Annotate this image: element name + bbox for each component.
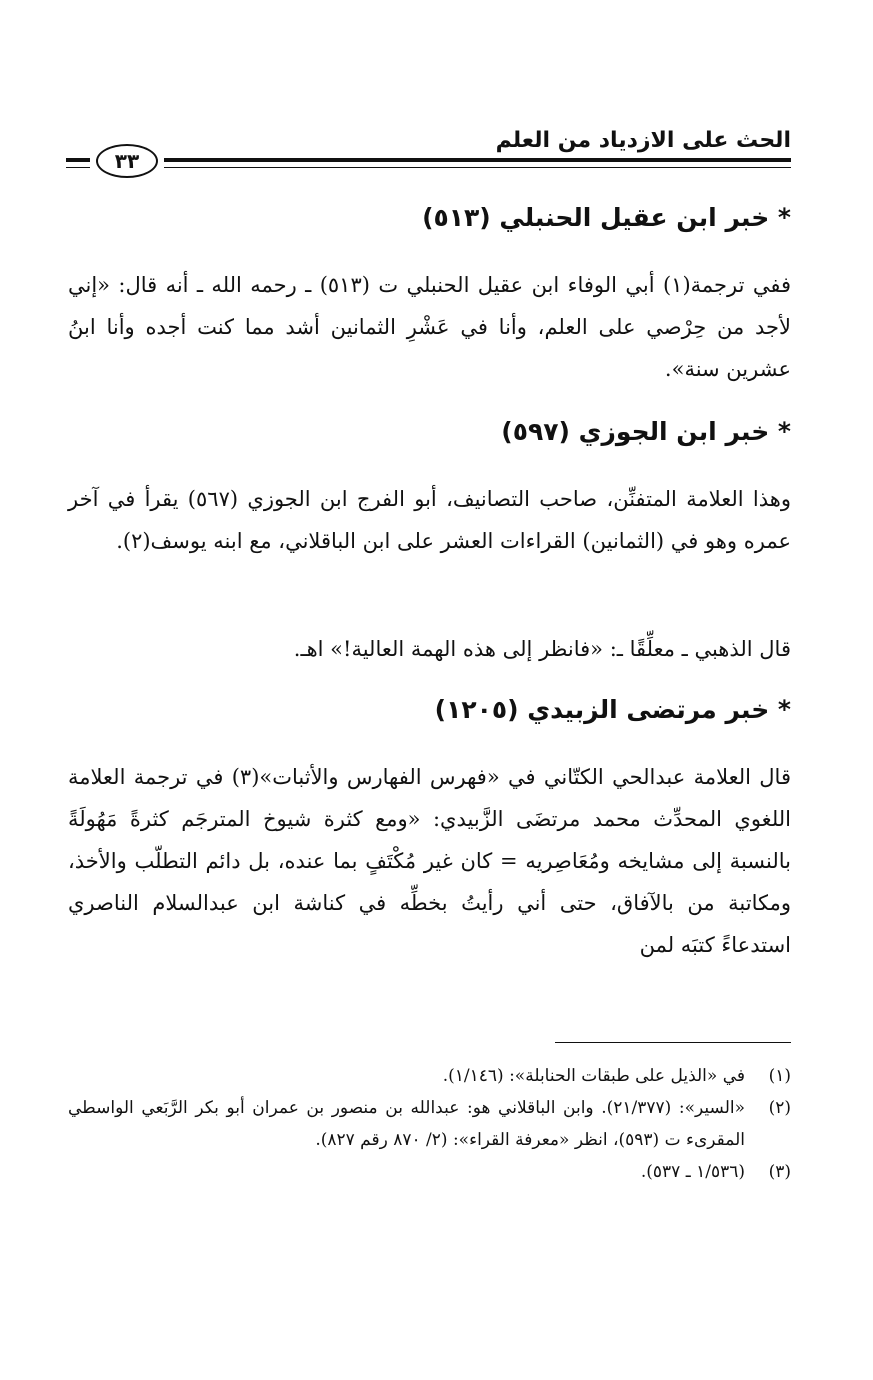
footnote-2 bbox=[68, 1092, 791, 1156]
section-heading: * خبر ابن عقيل الحنبلي (٥١٣) bbox=[422, 203, 791, 232]
section-heading: * خبر مرتضى الزبيدي (١٢٠٥) bbox=[434, 695, 791, 724]
footnote-separator bbox=[555, 1042, 791, 1043]
footnote-text: (١/٥٣٦ ـ ٥٣٧). bbox=[640, 1162, 745, 1182]
header-rule bbox=[164, 158, 791, 168]
footnote-3 bbox=[68, 1156, 791, 1188]
paragraph: قال الذهبي ـ معلِّقًا ـ: «فانظر إلى هذه الهمة العالية!» اهـ. bbox=[293, 637, 791, 661]
section-heading: * خبر ابن الجوزي (٥٩٧) bbox=[501, 417, 791, 446]
paragraph: قال العلامة عبدالحي الكتّاني في «فهرس الفهارس والأثبات»(٣) في ترجمة العلامة اللغوي المحدِّث محمد مرتضَى الزَّبيدي: «ومع كثرة شيوخ المترجَم كثرةً مَهُولَةً بالنسبة إلى مشايخه ومُعَاصِريه = كان غير مُكْتَفٍ بما عنده، بل دائم التطلّب والأخذ، ومكاتبة من بالآفاق، حتى أني رأيتُ بخطِّه في كناشة ابن عبدالسلام الناصري استدعاءً كتبَه لمن bbox=[68, 765, 791, 957]
footnote-number: (١) bbox=[768, 1066, 791, 1086]
footnotes bbox=[68, 1060, 791, 1188]
paragraph: وهذا العلامة المتفنِّن، صاحب التصانيف، أبو الفرج ابن الجوزي (٥٦٧) يقرأ في آخر عمره وهو في (الثمانين) القراءات العشر على ابن الباقلاني، مع ابنه يوسف(٢). bbox=[68, 487, 792, 553]
footnote-text: في «الذيل على طبقات الحنابلة»: (١/١٤٦). bbox=[442, 1066, 745, 1086]
footnote-1 bbox=[68, 1060, 791, 1092]
paragraph: ففي ترجمة(١) أبي الوفاء ابن عقيل الحنبلي ت (٥١٣) ـ رحمه الله ـ أنه قال: «إني لأجد من حِرْصي على العلم، وأنا في عَشْرِ الثمانين أشد مما كنت أجده وأنا ابنُ عشرين سنة». bbox=[68, 273, 791, 381]
running-title: الحث على الازدياد من العلم bbox=[495, 128, 791, 153]
page-number: ٣٣ bbox=[96, 144, 158, 178]
footnote-text: «السير»: (٢١/٣٧٧). وابن الباقلاني هو: عبدالله بن منصور بن عمران أبو بكر الرَّبَعي الواسطي المقرىء ت (٥٩٣)، انظر «معرفة القراء»: (٢/ ٨٧٠ رقم ٨٢٧). bbox=[68, 1098, 745, 1150]
footnote-number: (٢) bbox=[768, 1098, 791, 1118]
footnote-number: (٣) bbox=[768, 1162, 791, 1182]
header-rule-end bbox=[66, 158, 90, 168]
